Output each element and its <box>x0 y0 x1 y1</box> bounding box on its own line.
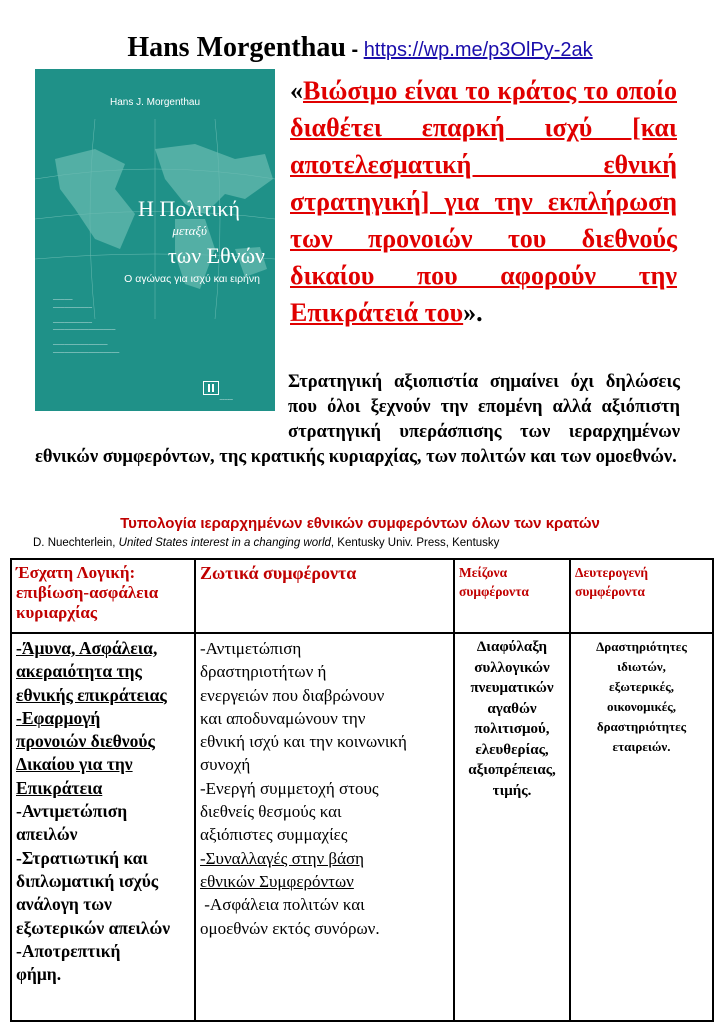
vital-line: διεθνείς θεσμούς και <box>200 802 342 822</box>
author-name: Hans Morgenthau <box>127 32 346 63</box>
book-subtitle: Ο αγώνας για ισχύ και ειρήνη <box>124 273 260 285</box>
ultimate-line: -Αντιμετώπιση <box>16 801 128 822</box>
header-dash: - <box>345 39 364 61</box>
vital-line: ενεργειών που διαβρώνουν <box>200 685 385 705</box>
secondary-line: Δραστηριότητες <box>596 639 687 654</box>
major-line: πνευματικών <box>470 680 554 696</box>
header-1-line: Έσχατη Λογική: <box>16 563 136 582</box>
cell-major-content <box>454 633 570 1021</box>
book-author: Hans J. Morgenthau <box>109 97 201 108</box>
header-3-line: συμφέροντα <box>459 584 529 599</box>
major-line: Διαφύλαξη <box>476 639 548 655</box>
book-credits-illegible: ───── ────────── ────────── ──────────────── ────────────── ───────────────── <box>53 297 120 356</box>
quote-text: Βιώσιμο είναι το κράτος το οποίο διαθέτει επαρκή ισχύ [και αποτελεσματική εθνική στρατηγική] για την εκπλήρωση των προνοιών του διεθνούς δικαίου που αφορούν την Επικράτειά του <box>290 76 677 327</box>
quote-close-mark: ». <box>463 298 483 327</box>
typology-title: Τυπολογία ιεραρχημένων εθνικών συμφερόντων όλων των κρατών <box>120 515 600 532</box>
strategy-paragraph: Στρατηγική αξιοπιστία σημαίνει όχι δηλώσεις που όλοι ξεχνούν την επομένη αλλά αξιόπιστη στρατηγική υπεράσπισης των ιεραρχημένων εθνικών συμφερόντων, της κρατικής κυριαρχίας, των πολιτών και των ομοεθνών. <box>35 372 680 467</box>
vital-line: -Ασφάλεια πολιτών και <box>200 895 365 915</box>
table-body-row <box>11 633 713 1021</box>
ultimate-line: Επικράτεια <box>16 777 103 798</box>
vital-line: -Συναλλαγές στην βάση <box>200 848 365 868</box>
header-cell-vital <box>195 559 454 633</box>
ultimate-line: προνοιών διεθνούς <box>16 731 155 752</box>
ultimate-line: φήμη. <box>16 964 62 985</box>
major-line: αγαθών <box>487 700 537 717</box>
publisher-mark: ~~~~~ <box>219 398 233 403</box>
quote-open-mark: « <box>290 76 303 105</box>
vital-line: ομοεθνών εκτός συνόρων. <box>200 918 380 938</box>
citation-title: United States interest in a changing world <box>118 537 331 549</box>
header-2-line: Ζωτικά συμφέροντα <box>200 563 357 583</box>
book-title-line-3: των Εθνών <box>167 243 265 268</box>
page-header <box>0 32 720 64</box>
table-header-row <box>11 559 713 633</box>
header-cell-major <box>454 559 570 633</box>
ultimate-line: Δικαίου για την <box>16 754 133 775</box>
major-line: πολιτισμού, <box>474 721 550 737</box>
major-line: συλλογικών <box>474 659 550 676</box>
citation <box>33 537 499 549</box>
cell-secondary-content <box>570 633 713 1021</box>
header-cell-secondary <box>570 559 713 633</box>
vital-line: εθνικών Συμφερόντων <box>200 871 354 891</box>
secondary-line: ιδιωτών, <box>617 659 666 674</box>
vital-line: εθνική ισχύ και την κοινωνική <box>200 732 407 752</box>
ultimate-line: διπλωματική ισχύς <box>16 870 159 891</box>
citation-publisher: , Kentusky Univ. Press, Kentusky <box>330 537 500 549</box>
header-cell-ultimate <box>11 559 195 633</box>
ultimate-line: εξωτερικών απειλών <box>16 917 171 938</box>
book-title-line-2: μεταξύ <box>172 223 207 238</box>
citation-author: D. Nuechterlein, <box>33 537 119 549</box>
major-line: αξιοπρέπειας, <box>468 762 556 778</box>
secondary-line: δραστηριότητες <box>596 719 687 734</box>
ultimate-line: -Στρατιωτική και <box>16 847 148 868</box>
ultimate-line: απειλών <box>16 824 78 845</box>
secondary-line: εξωτερικές, <box>609 679 674 694</box>
vital-line: -Αντιμετώπιση <box>200 639 302 658</box>
vital-line: αξιόπιστες συμμαχίες <box>200 825 348 845</box>
header-1-line: επιβίωση-ασφάλεια <box>16 583 159 602</box>
ultimate-line: ανάλογη των <box>16 894 112 915</box>
header-4-line: συμφέροντα <box>575 584 645 599</box>
cell-vital-content <box>195 633 454 1021</box>
header-4-line: Δευτερογενή <box>575 565 648 580</box>
ultimate-line: ακεραιότητα της <box>16 661 142 682</box>
book-title-line-1: Η Πολιτική <box>138 196 240 221</box>
secondary-line: εταιρειών. <box>612 739 671 754</box>
major-line: ελευθερίας, <box>475 741 549 758</box>
ultimate-line: -Εφαρμογή <box>16 707 101 728</box>
vital-line: και αποδυναμώνουν την <box>200 708 366 728</box>
ultimate-line: -Άμυνα, Ασφάλεια, <box>16 638 158 658</box>
vital-line: -Ενεργή συμμετοχή στους <box>200 778 379 798</box>
header-1-line: κυριαρχίας <box>16 603 97 622</box>
secondary-line: οικονομικές, <box>606 699 677 714</box>
ultimate-line: -Αποτρεπτική <box>16 940 121 961</box>
interests-table <box>10 558 714 1022</box>
strategy-paragraph-block <box>35 370 680 470</box>
morgenthau-quote <box>290 72 677 331</box>
book-cover <box>35 69 275 411</box>
source-link[interactable]: https://wp.me/p3OlPy-2ak <box>363 39 593 61</box>
vital-line: συνοχή <box>200 755 251 775</box>
major-line: τιμής. <box>492 782 532 799</box>
vital-line: δραστηριοτήτων ή <box>200 662 327 682</box>
header-3-line: Μείζονα <box>459 565 508 580</box>
cell-ultimate-content <box>11 633 195 1021</box>
ultimate-line: εθνικής επικράτειας <box>16 684 167 705</box>
